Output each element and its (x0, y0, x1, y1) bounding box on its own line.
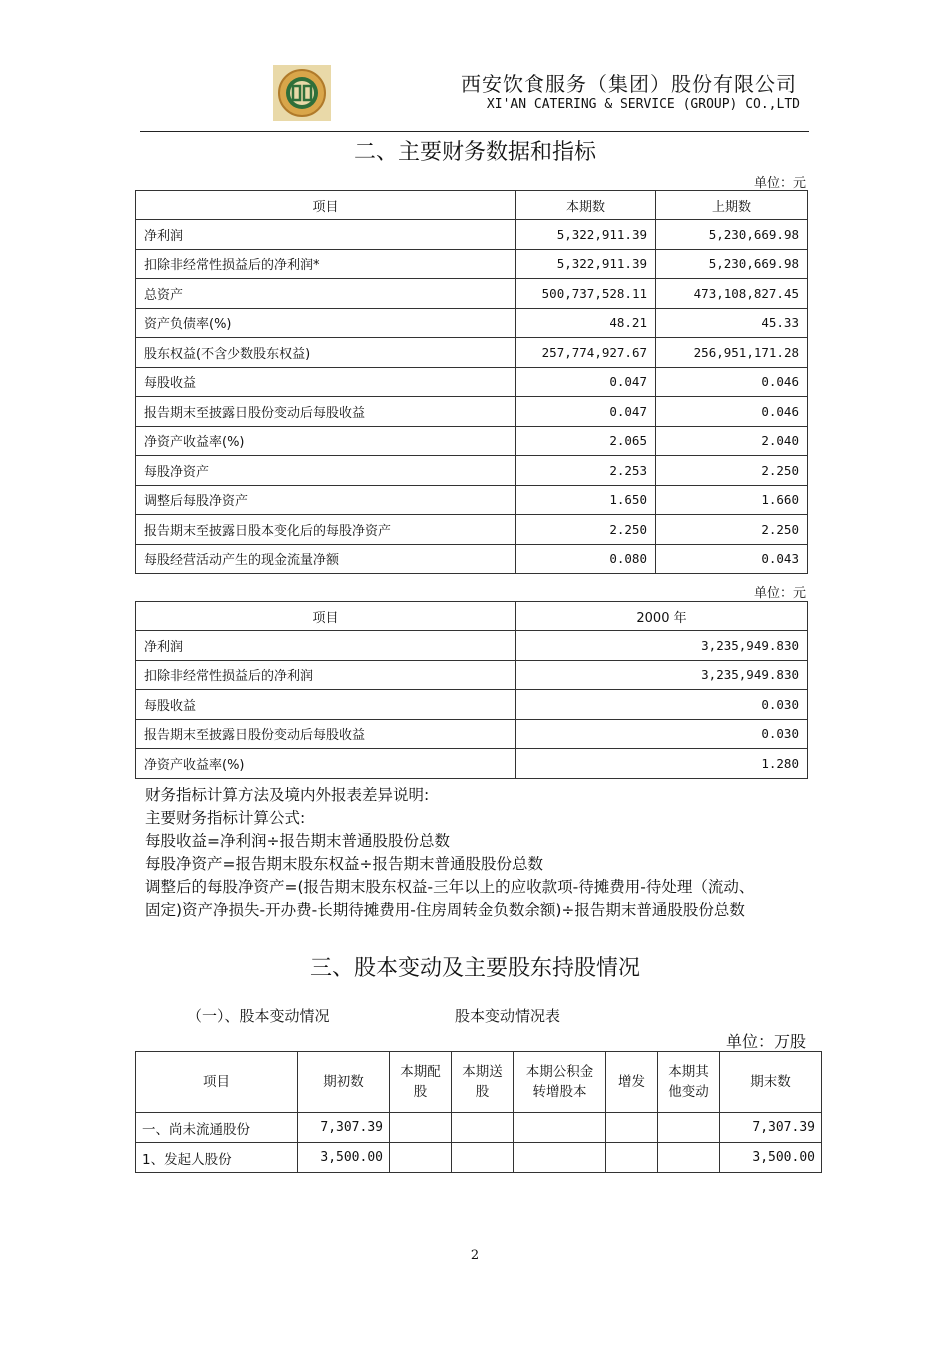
page-number: 2 (470, 1248, 480, 1263)
table-row (136, 485, 808, 515)
column-header: 期末数 (720, 1052, 822, 1113)
table-row (136, 367, 808, 397)
table-header-row (136, 1052, 822, 1113)
note-line: 调整后的每股净资产=(报告期末股东权益-三年以上的应收款项-待摊费用-待处理（流动、 (145, 878, 755, 896)
opening-value: 3,500.00 (298, 1143, 390, 1173)
note-line: 每股净资产=报告期末股东权益÷报告期末普通股股份总数 (145, 855, 543, 873)
year-value: 3,235,949.830 (516, 660, 808, 690)
header-divider (140, 131, 809, 132)
table-row (136, 338, 808, 368)
table-row (136, 631, 808, 661)
row-label: 报告期末至披露日股份变动后每股收益 (136, 719, 516, 749)
company-name-cn: 西安饮食服务（集团）股份有限公司 (461, 72, 797, 96)
year-value: 0.030 (516, 719, 808, 749)
previous-value: 473,108,827.45 (656, 279, 808, 309)
unit-label: 单位：元 (753, 586, 806, 601)
row-label: 股东权益(不含少数股东权益) (136, 338, 516, 368)
row-label: 报告期末至披露日股本变化后的每股净资产 (136, 515, 516, 545)
previous-value: 2.040 (656, 426, 808, 456)
section-title-shares: 三、股本变动及主要股东持股情况 (309, 956, 640, 981)
previous-value: 0.043 (656, 544, 808, 574)
year-value: 3,235,949.830 (516, 631, 808, 661)
year-value: 1.280 (516, 749, 808, 779)
unit-label: 单位：万股 (725, 1032, 806, 1051)
row-label: 一、尚未流通股份 (136, 1113, 298, 1143)
table-header-row (136, 602, 808, 631)
current-value: 1.650 (516, 485, 656, 515)
column-header: 增发 (606, 1052, 658, 1113)
formula-notes (145, 784, 825, 922)
company-name-en: XI'AN CATERING & SERVICE (GROUP) CO.,LTD (486, 97, 800, 112)
row-label: 扣除非经常性损益后的净利润 (136, 660, 516, 690)
current-value: 257,774,927.67 (516, 338, 656, 368)
empty-cell (452, 1113, 514, 1143)
row-label: 总资产 (136, 279, 516, 309)
previous-value: 0.046 (656, 397, 808, 427)
financial-indicators-table (135, 190, 808, 574)
column-header: 项目 (136, 1052, 298, 1113)
company-logo (273, 65, 331, 121)
current-value: 5,322,911.39 (516, 249, 656, 279)
column-header: 项目 (136, 602, 516, 631)
year-2000-table (135, 601, 808, 779)
year-value: 0.030 (516, 690, 808, 720)
empty-cell (514, 1143, 606, 1173)
empty-cell (658, 1143, 720, 1173)
section-title-financial: 二、主要财务数据和指标 (353, 140, 596, 165)
current-value: 0.080 (516, 544, 656, 574)
previous-value: 2.250 (656, 456, 808, 486)
row-label: 报告期末至披露日股份变动后每股收益 (136, 397, 516, 427)
row-label: 净利润 (136, 220, 516, 250)
column-header: 本期其他变动 (658, 1052, 720, 1113)
table-row (136, 308, 808, 338)
current-value: 0.047 (516, 397, 656, 427)
previous-value: 5,230,669.98 (656, 220, 808, 250)
closing-value: 3,500.00 (720, 1143, 822, 1173)
current-value: 500,737,528.11 (516, 279, 656, 309)
current-value: 48.21 (516, 308, 656, 338)
note-line: 财务指标计算方法及境内外报表差异说明: (145, 786, 430, 804)
table-title: 股本变动情况表 (455, 1007, 561, 1025)
row-label: 净利润 (136, 631, 516, 661)
table-row (136, 279, 808, 309)
row-label: 每股收益 (136, 690, 516, 720)
empty-cell (452, 1143, 514, 1173)
previous-value: 5,230,669.98 (656, 249, 808, 279)
previous-value: 256,951,171.28 (656, 338, 808, 368)
row-label: 资产负债率(%) (136, 308, 516, 338)
table-row (136, 1143, 822, 1173)
subsection-title: （一）、股本变动情况 (187, 1007, 330, 1025)
opening-value: 7,307.39 (298, 1113, 390, 1143)
unit-label: 单位：元 (753, 176, 806, 191)
column-header: 本期配股 (390, 1052, 452, 1113)
current-value: 2.253 (516, 456, 656, 486)
row-label: 净资产收益率(%) (136, 749, 516, 779)
current-value: 0.047 (516, 367, 656, 397)
column-header: 项目 (136, 191, 516, 220)
column-header: 本期送股 (452, 1052, 514, 1113)
table-row (136, 544, 808, 574)
empty-cell (658, 1113, 720, 1143)
row-label: 每股经营活动产生的现金流量净额 (136, 544, 516, 574)
empty-cell (390, 1143, 452, 1173)
closing-value: 7,307.39 (720, 1113, 822, 1143)
column-header: 本期数 (516, 191, 656, 220)
current-value: 5,322,911.39 (516, 220, 656, 250)
column-header: 本期公积金转增股本 (514, 1052, 606, 1113)
empty-cell (514, 1113, 606, 1143)
table-row (136, 426, 808, 456)
previous-value: 45.33 (656, 308, 808, 338)
table-row (136, 397, 808, 427)
previous-value: 1.660 (656, 485, 808, 515)
table-row (136, 220, 808, 250)
current-value: 2.250 (516, 515, 656, 545)
share-change-table (135, 1051, 822, 1173)
table-row (136, 690, 808, 720)
table-row (136, 249, 808, 279)
table-row (136, 749, 808, 779)
row-label: 每股收益 (136, 367, 516, 397)
row-label: 调整后每股净资产 (136, 485, 516, 515)
note-line: 主要财务指标计算公式: (145, 809, 306, 827)
table-row (136, 456, 808, 486)
row-label: 净资产收益率(%) (136, 426, 516, 456)
note-line: 固定)资产净损失-开办费-长期待摊费用-住房周转金负数余额)÷报告期末普通股股份总数 (145, 901, 745, 919)
current-value: 2.065 (516, 426, 656, 456)
table-row (136, 719, 808, 749)
column-header: 上期数 (656, 191, 808, 220)
empty-cell (390, 1113, 452, 1143)
table-row (136, 515, 808, 545)
column-header: 2000 年 (516, 602, 808, 631)
row-label: 1、发起人股份 (136, 1143, 298, 1173)
table-row (136, 660, 808, 690)
column-header: 期初数 (298, 1052, 390, 1113)
empty-cell (606, 1113, 658, 1143)
previous-value: 2.250 (656, 515, 808, 545)
previous-value: 0.046 (656, 367, 808, 397)
row-label: 每股净资产 (136, 456, 516, 486)
note-line: 每股收益=净利润÷报告期末普通股股份总数 (145, 832, 450, 850)
table-row (136, 1113, 822, 1143)
row-label: 扣除非经常性损益后的净利润* (136, 249, 516, 279)
table-header-row (136, 191, 808, 220)
empty-cell (606, 1143, 658, 1173)
